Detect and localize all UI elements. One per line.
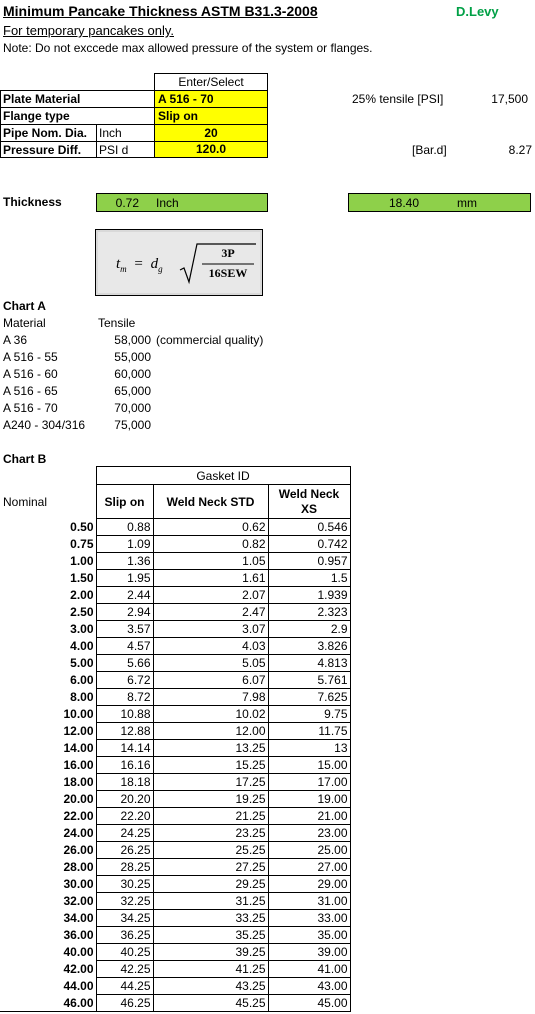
chart-b-wnxs: 2.323: [268, 604, 350, 621]
chart-b-wnxs: 3.826: [268, 638, 350, 655]
chart-b-wnxs: 35.00: [268, 927, 350, 944]
chart-b-nominal: 40.00: [0, 944, 96, 961]
formula-d: d: [150, 256, 159, 272]
chart-b-slip: 44.25: [96, 978, 153, 995]
chart-b-wnstd: 31.25: [153, 893, 268, 910]
chart-b-slip: 8.72: [96, 689, 153, 706]
table-row: [0, 672, 350, 689]
chart-b-slip: 2.44: [96, 587, 153, 604]
formula-denominator: 16SEW: [208, 266, 248, 280]
table-row: [0, 774, 350, 791]
chart-b-nominal: 32.00: [0, 893, 96, 910]
chart-b-wnxs: 45.00: [268, 995, 350, 1012]
chart-b-wnxs: 21.00: [268, 808, 350, 825]
chart-b-wnxs: 11.75: [268, 723, 350, 740]
chart-a-material-header: Material: [3, 316, 46, 330]
chart-b-empty: [0, 467, 96, 485]
chart-b-wnxs: 0.742: [268, 536, 350, 553]
chart-a-tensile: 65,000: [114, 384, 151, 398]
chart-b-wnxs: 31.00: [268, 893, 350, 910]
table-row: [0, 689, 350, 706]
tensile-label: 25% tensile [PSI]: [352, 92, 444, 106]
thickness-mm-unit: mm: [457, 196, 477, 210]
chart-a-tensile-header: Tensile: [98, 316, 136, 330]
formula-numerator: 3P: [221, 246, 235, 260]
chart-b-slip: 12.88: [96, 723, 153, 740]
table-row: [0, 638, 350, 655]
table-row: [0, 876, 350, 893]
table-row: [0, 893, 350, 910]
chart-a-tensile: 70,000: [114, 401, 151, 415]
chart-b-nominal: 18.00: [0, 774, 96, 791]
chart-b-wnstd: 35.25: [153, 927, 268, 944]
chart-b-wnstd: 0.82: [153, 536, 268, 553]
table-row: [0, 723, 350, 740]
pipe-dia-input[interactable]: 20: [154, 125, 267, 141]
chart-b-wnstd: 10.02: [153, 706, 268, 723]
table-row: [0, 536, 350, 553]
chart-b-wnstd: 19.25: [153, 791, 268, 808]
chart-b-wnstd: 23.25: [153, 825, 268, 842]
chart-b-wnxs: 13: [268, 740, 350, 757]
chart-b-wnstd: 5.05: [153, 655, 268, 672]
chart-b-wnstd: 0.62: [153, 519, 268, 536]
chart-b-nominal: 8.00: [0, 689, 96, 706]
chart-b-wnxs: 25.00: [268, 842, 350, 859]
table-row: [0, 621, 350, 638]
chart-a-row: [0, 333, 300, 350]
chart-a-material: A 36: [3, 333, 28, 347]
formula-t: t: [116, 256, 121, 272]
thickness-label: Thickness: [3, 195, 62, 209]
chart-b-nominal: 30.00: [0, 876, 96, 893]
chart-a-material: A 516 - 70: [3, 401, 58, 415]
table-row: [0, 944, 350, 961]
pipe-dia-label: Pipe Nom. Dia.: [3, 126, 88, 140]
chart-b-wnxs: 19.00: [268, 791, 350, 808]
thickness-mm-box: [348, 193, 531, 212]
table-row: [0, 910, 350, 927]
table-row: [0, 791, 350, 808]
chart-a-material: A 516 - 55: [3, 350, 58, 364]
chart-a-row: [0, 418, 300, 435]
table-row: [0, 587, 350, 604]
pressure-input[interactable]: 120.0: [154, 142, 267, 157]
note-text: Note: Do not exccede max allowed pressure of the system or flanges.: [3, 41, 373, 55]
pressure-unit: PSI d: [99, 143, 129, 157]
chart-b-slip: 40.25: [96, 944, 153, 961]
chart-b-wnstd-header: Weld Neck STD: [153, 485, 268, 519]
chart-b-slip: 22.20: [96, 808, 153, 825]
chart-b-nominal-header: Nominal: [3, 494, 48, 509]
chart-a-row: [0, 367, 300, 384]
chart-b-wnstd: 1.05: [153, 553, 268, 570]
table-row: [0, 927, 350, 944]
chart-b-wnxs: 17.00: [268, 774, 350, 791]
chart-b-wnstd: 12.00: [153, 723, 268, 740]
chart-b-wnxs: 2.9: [268, 621, 350, 638]
thickness-inch-value: 0.72: [115, 196, 139, 210]
chart-b-nominal: 14.00: [0, 740, 96, 757]
table-row: [0, 740, 350, 757]
formula-t-sub: m: [120, 264, 127, 274]
plate-material-label: Plate Material: [3, 92, 81, 106]
chart-b-nominal: 2.00: [0, 587, 96, 604]
table-row: [0, 655, 350, 672]
table-row: [0, 706, 350, 723]
chart-b-title: Chart B: [3, 452, 47, 466]
chart-b-wnxs: 43.00: [268, 978, 350, 995]
chart-b-slip: 34.25: [96, 910, 153, 927]
flange-type-select[interactable]: Slip on: [154, 108, 267, 124]
chart-b-wnxs: 27.00: [268, 859, 350, 876]
chart-a-tensile: 55,000: [114, 350, 151, 364]
chart-b-wnstd: 1.61: [153, 570, 268, 587]
chart-b-wnxs: 7.625: [268, 689, 350, 706]
chart-a-title: Chart A: [3, 299, 46, 313]
thickness-inch-box: [96, 193, 268, 212]
chart-b-wnxs: 0.546: [268, 519, 350, 536]
page-title: Minimum Pancake Thickness ASTM B31.3-2008: [3, 3, 318, 19]
chart-b-slip: 3.57: [96, 621, 153, 638]
plate-material-select[interactable]: A 516 - 70: [154, 91, 267, 107]
table-row: [0, 604, 350, 621]
chart-b-nominal: 0.75: [0, 536, 96, 553]
chart-b-wnstd: 2.07: [153, 587, 268, 604]
chart-b-wnstd: 33.25: [153, 910, 268, 927]
chart-b-slip: 2.94: [96, 604, 153, 621]
bar-label: [Bar.d]: [412, 143, 447, 157]
chart-b-wnxs: 1.5: [268, 570, 350, 587]
formula-eq: =: [134, 256, 143, 272]
table-row: [0, 808, 350, 825]
chart-b-slip: 24.25: [96, 825, 153, 842]
chart-b-slip: 18.18: [96, 774, 153, 791]
chart-b-nominal: 4.00: [0, 638, 96, 655]
chart-b-wnstd: 43.25: [153, 978, 268, 995]
chart-b-slip: 32.25: [96, 893, 153, 910]
chart-b-wnxs: 9.75: [268, 706, 350, 723]
chart-a-row: [0, 350, 300, 367]
chart-b-wnxs: 33.00: [268, 910, 350, 927]
chart-b-slip: 36.25: [96, 927, 153, 944]
chart-b-slip-header: Slip on: [96, 485, 153, 519]
chart-b-wnstd: 21.25: [153, 808, 268, 825]
chart-b-nominal: 42.00: [0, 961, 96, 978]
chart-b-nominal: 46.00: [0, 995, 96, 1012]
chart-b-nominal: 20.00: [0, 791, 96, 808]
chart-b-wnstd: 17.25: [153, 774, 268, 791]
table-row: [0, 842, 350, 859]
chart-b-table: [0, 466, 351, 1012]
thickness-mm-value: 18.40: [388, 196, 419, 210]
author-label: D.Levy: [456, 4, 499, 19]
table-row: [0, 825, 350, 842]
chart-b-wnstd: 25.25: [153, 842, 268, 859]
chart-a-row: [0, 384, 300, 401]
pressure-label: Pressure Diff.: [3, 143, 82, 157]
table-row: [0, 570, 350, 587]
table-row: [0, 553, 350, 570]
chart-b-nominal: 3.00: [0, 621, 96, 638]
chart-b-nominal: 44.00: [0, 978, 96, 995]
chart-b-slip: 30.25: [96, 876, 153, 893]
chart-b-slip: 14.14: [96, 740, 153, 757]
chart-b-slip: 1.09: [96, 536, 153, 553]
chart-b-nominal: 36.00: [0, 927, 96, 944]
chart-a-material: A240 - 304/316: [3, 418, 86, 432]
chart-b-slip: 26.25: [96, 842, 153, 859]
chart-b-slip: 1.95: [96, 570, 153, 587]
chart-b-slip: 28.25: [96, 859, 153, 876]
subtitle: For temporary pancakes only.: [3, 23, 174, 38]
chart-b-col-header-row: [0, 485, 350, 519]
chart-b-wnxs: 41.00: [268, 961, 350, 978]
chart-b-nominal: 24.00: [0, 825, 96, 842]
chart-a-note: (commercial quality): [156, 333, 264, 347]
table-row: [0, 995, 350, 1012]
chart-a-tensile: 58,000: [114, 333, 151, 347]
chart-b-gasket-header: Gasket ID: [96, 467, 350, 485]
chart-b-wnxs: 39.00: [268, 944, 350, 961]
chart-b-wnstd: 29.25: [153, 876, 268, 893]
chart-b-wnstd: 2.47: [153, 604, 268, 621]
chart-b-slip: 6.72: [96, 672, 153, 689]
formula-lhs: [116, 256, 163, 274]
chart-b-group-header-row: [0, 467, 350, 485]
chart-b-wnxs: 1.939: [268, 587, 350, 604]
chart-b-nominal: 12.00: [0, 723, 96, 740]
chart-b-slip: 20.20: [96, 791, 153, 808]
chart-b-nominal: 26.00: [0, 842, 96, 859]
chart-a-row: [0, 401, 300, 418]
chart-b-wnstd: 4.03: [153, 638, 268, 655]
chart-b-slip: 16.16: [96, 757, 153, 774]
thickness-inch-unit: Inch: [156, 196, 179, 210]
chart-a-tensile: 75,000: [114, 418, 151, 432]
chart-b-nominal: 2.50: [0, 604, 96, 621]
chart-b-nominal: 28.00: [0, 859, 96, 876]
chart-b-wnxs-header: Weld Neck XS: [268, 485, 350, 519]
chart-b-wnstd: 3.07: [153, 621, 268, 638]
chart-b-slip: 1.36: [96, 553, 153, 570]
chart-b-nominal: 16.00: [0, 757, 96, 774]
chart-b-body: [0, 519, 350, 1012]
chart-b-wnxs: 0.957: [268, 553, 350, 570]
formula-box: [95, 229, 263, 296]
chart-b-nominal: 1.00: [0, 553, 96, 570]
chart-b-wnstd: 15.25: [153, 757, 268, 774]
table-row: [0, 859, 350, 876]
chart-b-nominal: 22.00: [0, 808, 96, 825]
chart-b-slip: 42.25: [96, 961, 153, 978]
chart-b-wnxs: 5.761: [268, 672, 350, 689]
table-row: [0, 519, 350, 536]
chart-b-wnstd: 41.25: [153, 961, 268, 978]
formula-d-sub: g: [158, 264, 163, 274]
chart-b-wnstd: 6.07: [153, 672, 268, 689]
chart-b-wnstd: 27.25: [153, 859, 268, 876]
chart-b-nominal: 1.50: [0, 570, 96, 587]
chart-b-nominal: 0.50: [0, 519, 96, 536]
chart-b-slip: 0.88: [96, 519, 153, 536]
flange-type-label: Flange type: [3, 109, 70, 123]
chart-b-slip: 10.88: [96, 706, 153, 723]
chart-b-wnxs: 29.00: [268, 876, 350, 893]
chart-a-material: A 516 - 60: [3, 367, 58, 381]
chart-a-material: A 516 - 65: [3, 384, 58, 398]
chart-b-wnxs: 23.00: [268, 825, 350, 842]
chart-b-nominal: 5.00: [0, 655, 96, 672]
chart-b-wnstd: 7.98: [153, 689, 268, 706]
chart-b-slip: 4.57: [96, 638, 153, 655]
table-row: [0, 978, 350, 995]
table-row: [0, 961, 350, 978]
enter-select-header: Enter/Select: [154, 73, 268, 91]
chart-b-wnstd: 13.25: [153, 740, 268, 757]
chart-b-wnxs: 15.00: [268, 757, 350, 774]
tensile-value: 17,500: [491, 92, 528, 106]
chart-b-wnstd: 39.25: [153, 944, 268, 961]
table-row: [0, 757, 350, 774]
chart-a-tensile: 60,000: [114, 367, 151, 381]
chart-b-wnxs: 4.813: [268, 655, 350, 672]
pipe-dia-unit: Inch: [99, 126, 122, 140]
chart-b-slip: 5.66: [96, 655, 153, 672]
chart-b-nominal: 6.00: [0, 672, 96, 689]
chart-b-slip: 46.25: [96, 995, 153, 1012]
chart-b-nominal: 10.00: [0, 706, 96, 723]
chart-b-nominal: 34.00: [0, 910, 96, 927]
bar-value: 8.27: [508, 143, 532, 157]
chart-b-wnstd: 45.25: [153, 995, 268, 1012]
